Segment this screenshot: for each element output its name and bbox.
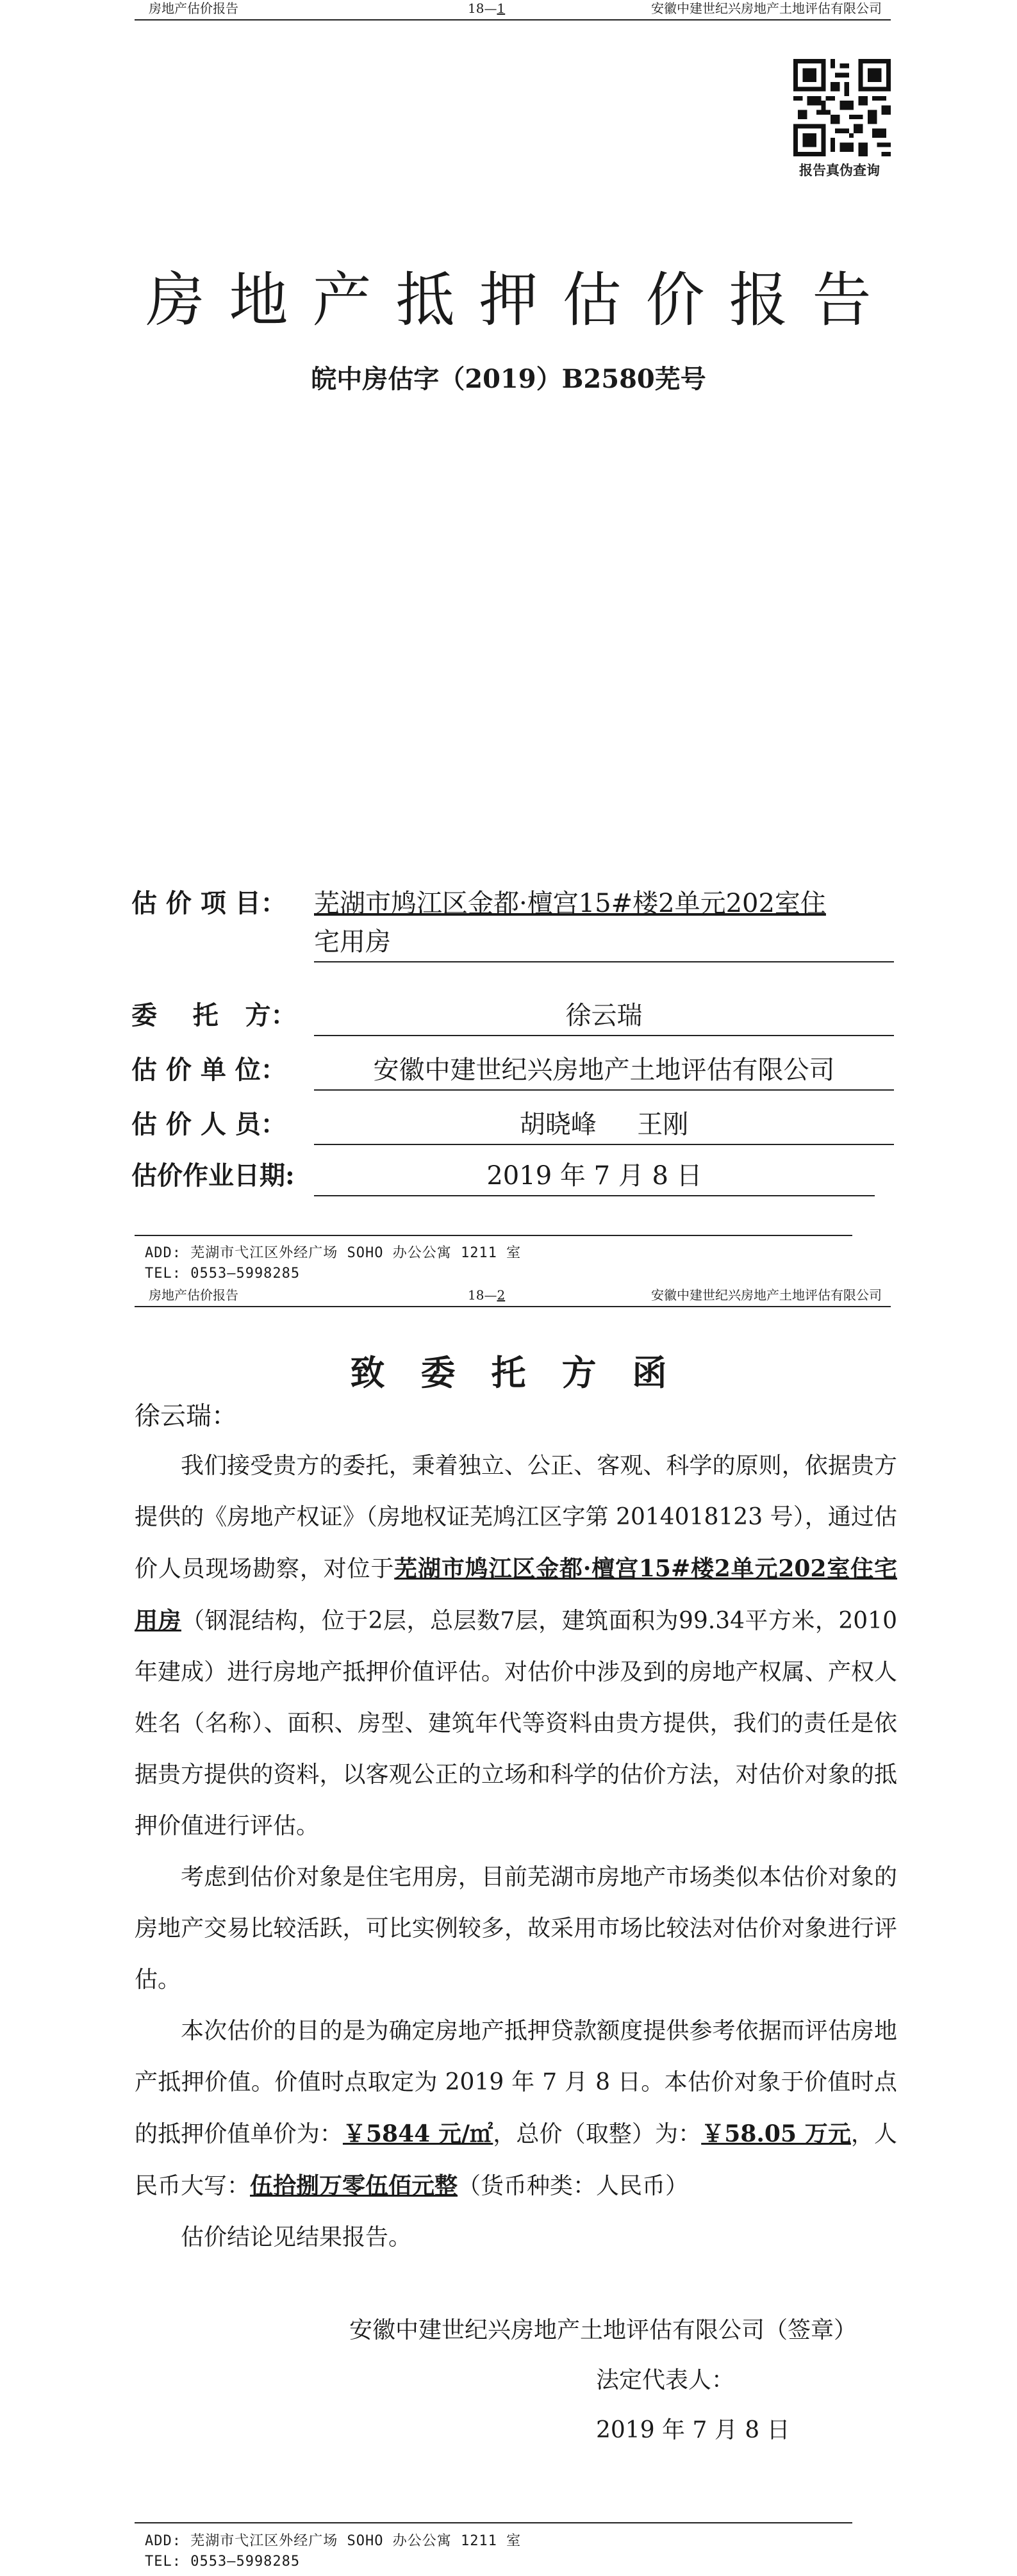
salutation: 徐云瑞： [135, 1401, 237, 1431]
footer-divider [135, 2522, 852, 2523]
appraisers-value: 胡晓峰 王刚 [314, 1105, 894, 1145]
footer-phone: TEL: 0553—5998285 [145, 1266, 301, 1282]
field-label: 估 价 人 员： [131, 1109, 286, 1139]
page-header [135, 1287, 891, 1307]
work-date-value: 2019 年 7 月 8 日 [314, 1157, 875, 1196]
paragraph: 本次估价的目的是为确定房地产抵押贷款额度提供参考依据而评估房地产抵押价值。价值时点取定为 2019 年 7 月 8 日。本估价对象于价值时点的抵押价值单价为：￥5844 元/㎡，总价（取整）为：￥58.05 万元，人民币大写：伍拾捌万零伍佰元整（货币种类：人民币） [135, 2018, 897, 2199]
paragraph: 我们接受贵方的委托，秉着独立、公正、客观、科学的原则，依据贵方提供的《房地产权证》（房地权证芜鸠江区字第 2014018123 号），通过估价人员现场勘察，对位于芜湖市鸠江区金都·檀宫15#楼2单元202室住宅用房（钢混结构，位于2层，总层数7层，建筑面积为99.34平方米，2010年建成）进行房地产抵押价值评估。对估价中涉及到的房地产权属、产权人姓名（名称）、面积、房型、建筑年代等资料由贵方提供，我们的责任是依据贵方提供的资料，以客观公正的立场和科学的估价方法，对估价对象的抵押价值进行评估。 [135, 1453, 897, 1839]
field-label: 估价作业日期: [131, 1160, 295, 1191]
header-right: 安徽中建世纪兴房地产土地评估有限公司 [651, 1287, 882, 1303]
unit-price: ￥5844 元/㎡ [342, 2120, 493, 2147]
report-cover-page [0, 0, 1017, 1287]
total-price: ￥58.05 万元 [701, 2120, 851, 2147]
letter-title: 致委托方函 [350, 1352, 703, 1393]
company-signature: 安徽中建世纪兴房地产土地评估有限公司（签章） [349, 2317, 857, 2343]
header-left: 房地产估价报告 [149, 1, 238, 16]
qr-caption: 报告真伪查询 [799, 163, 880, 178]
company-value: 安徽中建世纪兴房地产土地评估有限公司 [314, 1051, 894, 1091]
qr-code-icon[interactable] [793, 59, 891, 156]
footer-divider [135, 1235, 852, 1236]
paragraph: 考虑到估价对象是住宅用房，目前芜湖市房地产市场类似本估价对象的房地产交易比较活跃，可比实例较多，故采用市场比较法对估价对象进行评估。 [135, 1864, 897, 1993]
report-title: 房地产抵押估价报告 [145, 266, 896, 334]
letter-page [0, 1287, 1017, 2576]
legal-representative: 法定代表人： [596, 2367, 735, 2393]
field-label: 委 托 方： [131, 1000, 297, 1030]
field-label: 估 价 项 目： [131, 888, 286, 918]
paragraph: 估价结论见结果报告。 [181, 2224, 412, 2250]
header-page-number: 18—1 [468, 1, 506, 16]
header-left: 房地产估价报告 [149, 1287, 238, 1303]
footer-phone: TEL: 0553—5998285 [145, 2554, 301, 2570]
total-price-chinese: 伍拾捌万零伍佰元整 [250, 2172, 458, 2199]
header-right: 安徽中建世纪兴房地产土地评估有限公司 [651, 1, 882, 16]
footer-address: ADD: 芜湖市弋江区外经广场 SOHO 办公公寓 1211 室 [145, 2533, 522, 2549]
field-label: 估 价 单 位： [131, 1055, 286, 1085]
footer-address: ADD: 芜湖市弋江区外经广场 SOHO 办公公寓 1211 室 [145, 1245, 522, 1261]
project-line-1: 芜湖市鸠江区金都·檀宫15#楼2单元202室住 [314, 889, 826, 918]
project-line-2: 宅用房 [314, 923, 894, 962]
client-value: 徐云瑞 [314, 996, 894, 1036]
field-project [131, 884, 894, 974]
letter-body [135, 1441, 897, 2263]
report-number: 皖中房估字（2019）B2580芜号 [311, 364, 706, 394]
header-page-number: 18—2 [468, 1287, 506, 1303]
page-header [135, 0, 891, 21]
letter-date: 2019 年 7 月 8 日 [596, 2417, 790, 2443]
property-address: 芜湖市鸠江区金都·檀宫15#楼2单元202室住宅用房 [135, 1555, 897, 1634]
